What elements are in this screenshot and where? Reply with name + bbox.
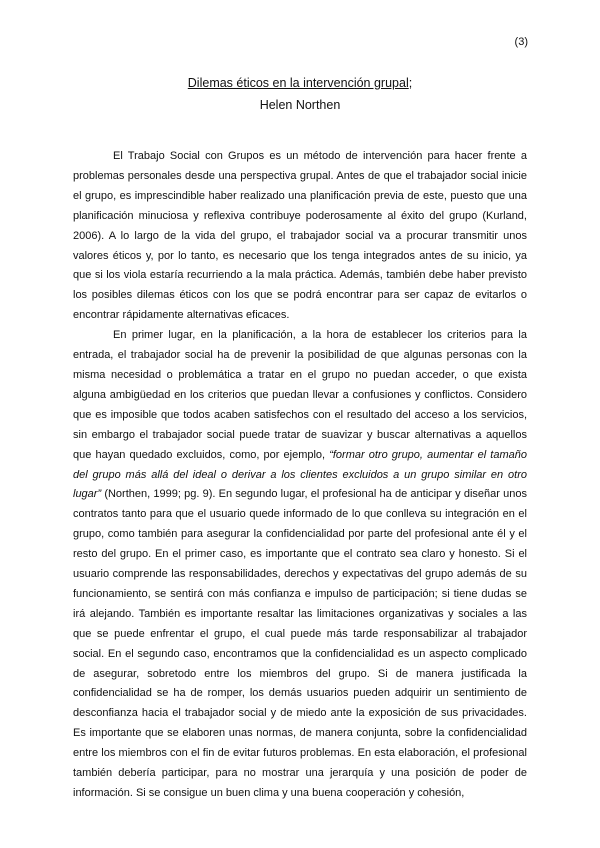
document-header xyxy=(0,72,600,116)
document-title-suffix: ; xyxy=(408,76,413,90)
page-number: (3) xyxy=(514,36,528,48)
author-name: Helen Northen xyxy=(259,98,341,112)
paragraph-2-text-b: (Northen, 1999; pg. 9). En segundo lugar, el profesional ha de anticipar y diseñar unos contratos tanto para que el usuario quede informado de lo que conlleva su integración en el grupo, como también para asegurar la confidencialidad por parte del profesional ante él y el resto del grupo. En el primer caso, es importante que el contrato sea claro y honesto. Si el usuario comprende las responsabilidades, derechos y expectativas del grupo además de su funcionamiento, se sentirá con más confianza e impulso de participación; si tiene dudas se irá alejando. También es importante resaltar las limitaciones organizativas y sociales a las que se puede enfrentar el grupo, el cual puede más tarde responsabilizar al trabajador social. En el segundo caso, encontramos que la confidencialidad es un aspecto complicado de asegurar, sobretodo entre los miembros del grupo. Si de manera justificada la confidencialidad se ha de romper, los demás usuarios pueden adquirir un sentimiento de desconfianza hacia el trabajador social y de miedo ante la exposición de sus privacidades. Es importante que se elaboren unas normas, de manera conjunta, sobre la confidencialidad entre los miembros con el fin de evitar futuros problemas. En esta elaboración, el profesional también debería participar, para no mostrar una jerarquía y una posición de poder de información. Si se consigue un buen clima y una buena cooperación y cohesión, xyxy=(73,488,527,799)
paragraph-2-quote: “formar otro grupo, aumentar el tamaño del grupo más allá del ideal o derivar a los clientes excluidos a un grupo similar en otro lugar” xyxy=(73,448,527,501)
paragraph-2-text-a: En primer lugar, en la planificación, a la hora de establecer los criterios para la entrada, el trabajador social ha de prevenir la posibilidad de que algunas personas con la misma necesidad o problemática a tratar en el grupo no puedan acceder, o que exista alguna ambigüedad en los criterios que puedan llevar a confusiones y conflictos. Considero que es imposible que todos acaben satisfechos con el resultado del acceso a los servicios, sin embargo el trabajador social puede tratar de suavizar y buscar alternativas a aquellos que hayan quedado excluidos, como, por ejemplo, xyxy=(73,329,527,461)
document-title: Dilemas éticos en la intervención grupal xyxy=(187,76,409,90)
paragraph-2 xyxy=(73,326,527,804)
document-title-line xyxy=(0,72,600,94)
document-body xyxy=(73,147,527,804)
paragraph-1: El Trabajo Social con Grupos es un método de intervención para hacer frente a problemas personales desde una perspectiva grupal. Antes de que el trabajador social inicie el grupo, es imprescindible haber realizado una planificación previa de este, puesto que una planificación minuciosa y reflexiva contribuye poderosamente al éxito del grupo (Kurland, 2006). A lo largo de la vida del grupo, el trabajador social va a procurar transmitir unos valores éticos y, por lo tanto, es necesario que los tenga integrados antes de su inicio, ya que si los viola estaría recurriendo a la mala práctica. Además, también debe haber previsto los posibles dilemas éticos con los que se podrá encontrar para ser capaz de evitarlos o encontrar rápidamente alternativas eficaces. xyxy=(73,150,527,322)
